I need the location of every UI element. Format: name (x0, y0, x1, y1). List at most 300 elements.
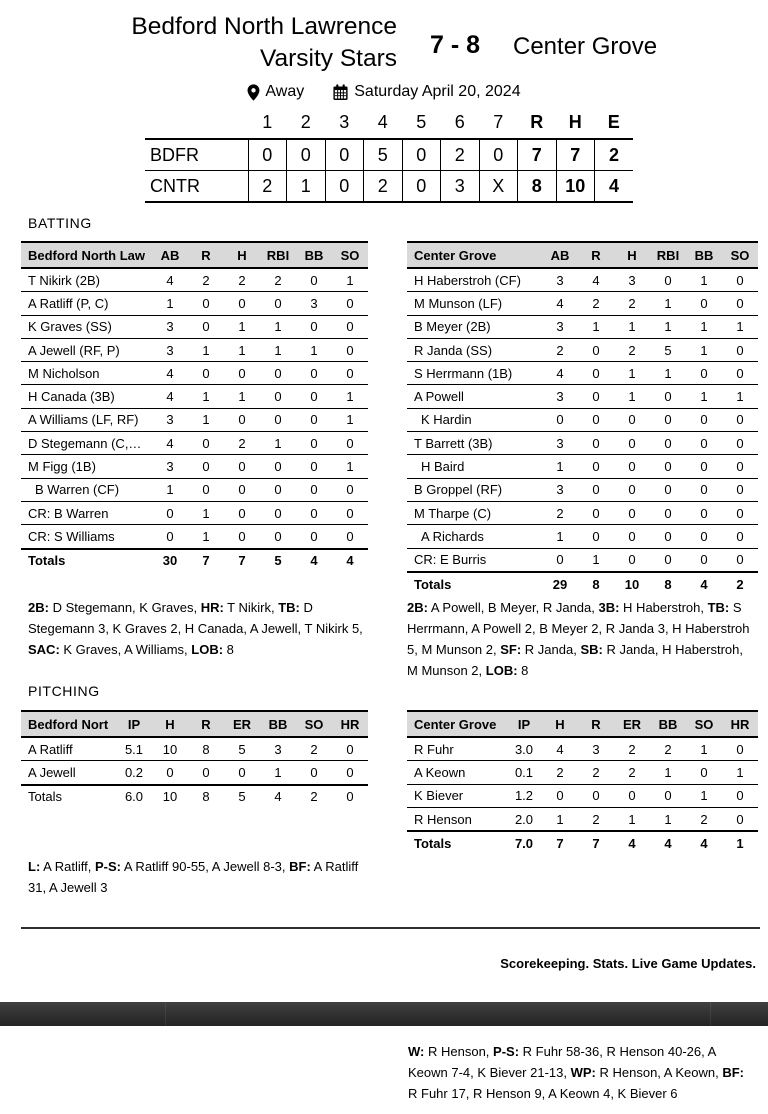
stat-column-header: R (188, 242, 224, 268)
stat-cell: 2 (296, 737, 332, 761)
stat-cell: 1 (224, 385, 260, 408)
inning-column-header: 7 (493, 112, 504, 132)
player-name-cell: D Stegemann (C,… (21, 432, 152, 455)
stat-cell: 0 (332, 525, 368, 549)
stat-cell: 0 (686, 478, 722, 501)
stat-cell: 4 (542, 362, 578, 385)
stat-cell: 0 (296, 455, 332, 478)
stat-cell: 0 (722, 268, 758, 292)
player-row (21, 292, 368, 315)
stat-cell: 0 (332, 338, 368, 361)
player-name-cell: M Figg (1B) (21, 455, 152, 478)
stat-cell: 1 (650, 315, 686, 338)
inning-header-row (145, 112, 633, 139)
date-item (332, 83, 520, 101)
inning-score-cell: 7 (518, 139, 557, 171)
note-stat-label: LOB: (485, 663, 518, 678)
stat-cell: 0 (224, 501, 260, 524)
stat-cell: 0 (650, 548, 686, 572)
totals-label-cell: Totals (21, 785, 116, 808)
note-stat-label: LOB: (191, 642, 224, 657)
stat-column-header: R (578, 242, 614, 268)
stat-cell: 1 (614, 807, 650, 831)
stat-cell: 0 (722, 548, 758, 572)
stat-cell: 0 (614, 525, 650, 548)
stat-cell: 1 (578, 548, 614, 572)
stat-cell: 0 (614, 548, 650, 572)
player-row (407, 807, 758, 831)
totals-row (21, 549, 368, 572)
footer-tagline: Scorekeeping. Stats. Live Game Updates. (500, 956, 756, 971)
batting-table-cg (407, 241, 758, 595)
player-row (21, 525, 368, 549)
stat-cell: 3 (152, 408, 188, 431)
inning-column-header: H (568, 112, 582, 132)
stat-cell: 2 (614, 737, 650, 761)
stat-cell: 0 (332, 292, 368, 315)
stat-cell: 1 (614, 362, 650, 385)
player-row (407, 338, 758, 361)
inning-score-cell: 2 (364, 171, 403, 203)
stat-cell: 0 (722, 478, 758, 501)
stat-column-header: IP (506, 711, 542, 737)
player-name-cell: H Baird (407, 455, 542, 478)
stat-cell: 0 (260, 455, 296, 478)
stat-cell: 0 (578, 408, 614, 431)
player-row (407, 432, 758, 455)
stat-cell: 0 (650, 268, 686, 292)
totals-stat-cell: 7 (578, 831, 614, 854)
stat-column-header: BB (296, 242, 332, 268)
player-row (21, 432, 368, 455)
stat-cell: 3 (542, 315, 578, 338)
header-row (407, 242, 758, 268)
stat-cell: 2 (578, 761, 614, 784)
stat-column-header: HR (332, 711, 368, 737)
stat-cell: 1 (650, 761, 686, 784)
stat-cell: 0 (260, 525, 296, 549)
player-row (407, 385, 758, 408)
stat-cell: 0 (188, 478, 224, 501)
inning-score-cell: 0 (402, 139, 441, 171)
stat-cell: 3 (260, 737, 296, 761)
player-name-cell: K Hardin (407, 408, 542, 431)
inning-column-header: 2 (300, 112, 311, 132)
player-name-cell: K Graves (SS) (21, 315, 152, 338)
stat-cell: 0 (578, 478, 614, 501)
stat-cell: 0 (224, 525, 260, 549)
stat-cell: 1.2 (506, 784, 542, 807)
player-row (21, 362, 368, 385)
stat-cell: 0 (722, 525, 758, 548)
stat-cell: 0 (578, 432, 614, 455)
stat-column-header: RBI (260, 242, 296, 268)
inning-column-header: 3 (339, 112, 350, 132)
player-name-cell: A Richards (407, 525, 542, 548)
stat-cell: 1 (578, 315, 614, 338)
stat-column-header: SO (722, 242, 758, 268)
stat-cell: 1 (650, 292, 686, 315)
stat-cell: 5 (224, 737, 260, 761)
stat-cell: 0 (224, 478, 260, 501)
stat-cell: 0 (296, 408, 332, 431)
player-row (21, 737, 368, 761)
stat-cell: 0 (332, 501, 368, 524)
pitching-notes-cg: W: R Henson, P-S: R Fuhr 58-36, R Henson 40-26, A Keown 7-4, K Biever 21-13, WP: R Henson, A Keown, BF: R Fuhr 17, R Henson 9, A Keown 4, K Biever 6 (408, 1044, 745, 1101)
stat-cell: 2 (686, 807, 722, 831)
player-row (21, 408, 368, 431)
stat-cell: 2 (542, 761, 578, 784)
batting-table-bnl (21, 241, 368, 572)
stat-cell: 0 (650, 525, 686, 548)
stat-cell: 0 (188, 362, 224, 385)
stat-cell: 0 (188, 315, 224, 338)
stat-cell: 2 (614, 292, 650, 315)
player-name-cell: R Janda (SS) (407, 338, 542, 361)
player-name-cell: S Herrmann (1B) (407, 362, 542, 385)
totals-stat-cell: 10 (152, 785, 188, 808)
game-date: Saturday April 20, 2024 (354, 83, 521, 100)
player-name-cell: A Jewell (21, 761, 116, 785)
stat-cell: 0 (722, 432, 758, 455)
totals-stat-cell: 10 (614, 572, 650, 595)
location-pin-icon (247, 84, 260, 101)
totals-stat-cell: 4 (686, 831, 722, 854)
stat-column-header: SO (296, 711, 332, 737)
player-name-cell: CR: B Warren (21, 501, 152, 524)
stat-cell: 0 (578, 455, 614, 478)
inning-score-cell: 0 (287, 139, 326, 171)
stat-cell: 3 (296, 292, 332, 315)
stat-cell: 1 (650, 362, 686, 385)
stat-cell: 1 (224, 338, 260, 361)
stat-cell: 3 (542, 478, 578, 501)
stat-cell: 1 (188, 501, 224, 524)
stat-cell: 0 (686, 362, 722, 385)
stat-cell: 0 (296, 362, 332, 385)
stat-cell: 0 (578, 784, 614, 807)
stat-cell: 0 (332, 761, 368, 785)
stat-cell: 0 (614, 408, 650, 431)
stat-cell: 0 (332, 315, 368, 338)
stat-cell: 3 (542, 385, 578, 408)
stat-cell: 1 (152, 478, 188, 501)
stat-cell: 4 (152, 268, 188, 292)
player-row (21, 478, 368, 501)
player-row (407, 455, 758, 478)
totals-stat-cell: 7 (224, 549, 260, 572)
player-name-cell: M Munson (LF) (407, 292, 542, 315)
stat-cell: 4 (542, 292, 578, 315)
inning-score-cell: 8 (518, 171, 557, 203)
inning-score-cell: 0 (402, 171, 441, 203)
inning-score-cell: X (479, 171, 518, 203)
note-stat-label: SAC: (28, 642, 60, 657)
stat-cell: 1 (722, 315, 758, 338)
stat-cell: 1 (722, 761, 758, 784)
stat-cell: 8 (188, 737, 224, 761)
note-stat-label: BF: (722, 1065, 745, 1080)
linescore-row (145, 139, 633, 171)
player-row (407, 548, 758, 572)
note-stat-label: TB: (278, 600, 300, 615)
stat-cell: 1 (614, 315, 650, 338)
stat-cell: 1 (332, 268, 368, 292)
player-name-cell: A Powell (407, 385, 542, 408)
stat-cell: 4 (152, 362, 188, 385)
stat-cell: 3 (542, 432, 578, 455)
stat-column-header: H (224, 242, 260, 268)
team1-name (0, 11, 397, 75)
stat-cell: 0 (296, 478, 332, 501)
stat-cell: 0 (224, 362, 260, 385)
totals-stat-cell: 2 (722, 572, 758, 595)
player-row (407, 362, 758, 385)
inning-score-cell: 10 (556, 171, 595, 203)
stat-cell: 5 (650, 338, 686, 361)
player-name-cell: T Nikirk (2B) (21, 268, 152, 292)
inning-score-cell: 0 (248, 139, 287, 171)
inning-column-header: 1 (262, 112, 273, 132)
inning-score-cell: 2 (595, 139, 634, 171)
pitching-table-bnl (21, 710, 368, 808)
stat-cell: 0 (650, 455, 686, 478)
stat-table (407, 710, 758, 854)
stat-cell: 1 (188, 338, 224, 361)
stat-cell: 0 (152, 761, 188, 785)
team-column-header: Center Grove (407, 242, 542, 268)
stat-cell: 2 (542, 501, 578, 524)
stat-cell: 4 (152, 432, 188, 455)
stat-cell: 1 (296, 338, 332, 361)
totals-row (407, 831, 758, 854)
player-name-cell: R Henson (407, 807, 506, 831)
stat-cell: 0 (686, 292, 722, 315)
stat-cell: 0 (686, 432, 722, 455)
inning-column-header: E (607, 112, 620, 132)
totals-label-cell: Totals (407, 831, 506, 854)
stat-cell: 3 (578, 737, 614, 761)
batting-notes-cg: 2B: A Powell, B Meyer, R Janda, 3B: H Haberstroh, TB: S Herrmann, A Powell 2, B Meyer 2, R Janda 3, H Haberstroh 5, M Munson 2, SF: R Janda, SB: R Janda, H Haberstroh, M Munson 2, LOB: 8 (407, 600, 750, 678)
stat-cell: 0 (578, 385, 614, 408)
stat-cell: 0 (260, 362, 296, 385)
stat-cell: 0 (542, 408, 578, 431)
inning-score-cell: 2 (248, 171, 287, 203)
player-name-cell: M Tharpe (C) (407, 501, 542, 524)
inning-score-cell: 5 (364, 139, 403, 171)
stat-cell: 2 (578, 807, 614, 831)
stat-cell: 2 (614, 761, 650, 784)
stat-cell: 2 (614, 338, 650, 361)
team-column-header: Center Grove (407, 711, 506, 737)
stat-cell: 0 (260, 292, 296, 315)
stat-cell: 1 (686, 268, 722, 292)
stat-cell: 1 (686, 784, 722, 807)
pitching-notes-bnl: L: A Ratliff, P-S: A Ratliff 90-55, A Jewell 8-3, BF: A Ratliff 31, A Jewell 3 (28, 859, 359, 895)
stat-cell: 0 (614, 455, 650, 478)
stat-column-header: R (578, 711, 614, 737)
team-column-header: Bedford Nort (21, 711, 116, 737)
stat-cell: 2 (224, 432, 260, 455)
stat-cell: 1 (260, 315, 296, 338)
totals-stat-cell: 5 (260, 549, 296, 572)
player-row (21, 338, 368, 361)
player-name-cell: CR: E Burris (407, 548, 542, 572)
inning-score-cell: 3 (441, 171, 480, 203)
stat-cell: 0 (650, 501, 686, 524)
totals-row (21, 785, 368, 808)
stat-cell: 1 (224, 315, 260, 338)
player-row (407, 315, 758, 338)
stat-cell: 0 (578, 525, 614, 548)
stat-cell: 1 (188, 525, 224, 549)
stat-column-header: ER (224, 711, 260, 737)
inning-score-cell: 0 (325, 171, 364, 203)
stat-cell: 0 (332, 362, 368, 385)
stat-cell: 0 (722, 338, 758, 361)
batting-section-heading: BATTING (28, 215, 92, 231)
stat-cell: 0 (296, 501, 332, 524)
stat-cell: 0 (296, 432, 332, 455)
stat-cell: 1 (650, 807, 686, 831)
stat-table (21, 241, 368, 572)
player-row (21, 268, 368, 292)
totals-stat-cell: 8 (188, 785, 224, 808)
player-row (407, 525, 758, 548)
inning-column-header: R (530, 112, 544, 132)
stat-column-header: SO (332, 242, 368, 268)
game-meta (0, 83, 768, 101)
player-row (407, 478, 758, 501)
footer-bar-seam (710, 1002, 711, 1026)
stat-cell: 0 (722, 362, 758, 385)
stat-cell: 0 (686, 548, 722, 572)
inning-score-cell: 2 (441, 139, 480, 171)
stat-cell: 4 (542, 737, 578, 761)
note-stat-label: 2B: (28, 600, 49, 615)
note-stat-label: 3B: (598, 600, 620, 615)
player-name-cell: A Jewell (RF, P) (21, 338, 152, 361)
stat-table (407, 241, 758, 595)
totals-stat-cell: 4 (296, 549, 332, 572)
linescore-row (145, 171, 633, 203)
inning-column-header: 6 (454, 112, 465, 132)
stat-cell: 0 (542, 784, 578, 807)
stat-cell: 3 (614, 268, 650, 292)
stat-column-header: HR (722, 711, 758, 737)
blank-header-cell (145, 112, 248, 139)
player-name-cell: CR: S Williams (21, 525, 152, 549)
stat-cell: 0 (332, 478, 368, 501)
stat-cell: 1 (260, 338, 296, 361)
player-name-cell: B Meyer (2B) (407, 315, 542, 338)
player-name-cell: A Ratliff (21, 737, 116, 761)
totals-stat-cell: 4 (650, 831, 686, 854)
stat-column-header: H (614, 242, 650, 268)
stat-column-header: R (188, 711, 224, 737)
totals-stat-cell: 7.0 (506, 831, 542, 854)
stat-cell: 1 (260, 761, 296, 785)
player-name-cell: B Warren (CF) (21, 478, 152, 501)
stat-cell: 0 (614, 478, 650, 501)
stat-cell: 0 (614, 432, 650, 455)
stat-cell: 1 (686, 338, 722, 361)
stat-cell: 1 (542, 455, 578, 478)
batting-notes-bnl: 2B: D Stegemann, K Graves, HR: T Nikirk, TB: D Stegemann 3, K Graves 2, H Canada, A Jewell, T Nikirk 5, SAC: K Graves, A Williams, LOB: 8 (28, 600, 363, 657)
stat-cell: 0 (296, 385, 332, 408)
totals-stat-cell: 0 (332, 785, 368, 808)
stat-cell: 1 (188, 385, 224, 408)
totals-stat-cell: 4 (260, 785, 296, 808)
game-score: 7 - 8 (429, 31, 481, 59)
totals-stat-cell: 8 (578, 572, 614, 595)
stat-cell: 3 (152, 315, 188, 338)
totals-stat-cell: 5 (224, 785, 260, 808)
stat-cell: 0 (260, 385, 296, 408)
stat-cell: 0 (260, 478, 296, 501)
stat-cell: 0 (578, 501, 614, 524)
location-item (247, 83, 304, 101)
stat-cell: 0 (686, 501, 722, 524)
stat-cell: 0 (296, 761, 332, 785)
stat-cell: 0 (686, 525, 722, 548)
stat-cell: 0 (188, 432, 224, 455)
player-name-cell: A Williams (LF, RF) (21, 408, 152, 431)
stat-column-header: BB (650, 711, 686, 737)
stat-cell: 0 (614, 784, 650, 807)
stat-cell: 0 (260, 408, 296, 431)
stat-cell: 2 (224, 268, 260, 292)
stat-column-header: H (542, 711, 578, 737)
stat-cell: 0 (722, 455, 758, 478)
stat-cell: 0 (188, 292, 224, 315)
player-name-cell: H Haberstroh (CF) (407, 268, 542, 292)
header-row (407, 711, 758, 737)
totals-stat-cell: 4 (686, 572, 722, 595)
player-row (407, 501, 758, 524)
totals-stat-cell: 30 (152, 549, 188, 572)
note-stat-label: P-S: (94, 859, 121, 874)
stat-cell: 1 (152, 292, 188, 315)
stat-cell: 1 (614, 385, 650, 408)
totals-stat-cell: 1 (722, 831, 758, 854)
stat-cell: 1 (686, 315, 722, 338)
inning-column-header: 4 (377, 112, 388, 132)
note-stat-label: TB: (707, 600, 730, 615)
note-stat-label: SB: (580, 642, 603, 657)
stat-cell: 2 (260, 268, 296, 292)
team-column-header: Bedford North Law (21, 242, 152, 268)
player-row (21, 761, 368, 785)
location-label: Away (265, 83, 305, 100)
note-stat-label: W: (408, 1044, 425, 1059)
stat-cell: 4 (578, 268, 614, 292)
inning-column-header: 5 (416, 112, 427, 132)
inning-score-cell: 0 (479, 139, 518, 171)
stat-column-header: AB (152, 242, 188, 268)
player-name-cell: R Fuhr (407, 737, 506, 761)
stat-column-header: ER (614, 711, 650, 737)
inning-score-cell: 1 (287, 171, 326, 203)
stat-column-header: H (152, 711, 188, 737)
stat-cell: 0 (260, 501, 296, 524)
player-row (407, 784, 758, 807)
stat-cell: 0 (650, 478, 686, 501)
stat-table (21, 710, 368, 808)
player-row (407, 268, 758, 292)
note-stat-label: L: (28, 859, 41, 874)
player-row (407, 408, 758, 431)
